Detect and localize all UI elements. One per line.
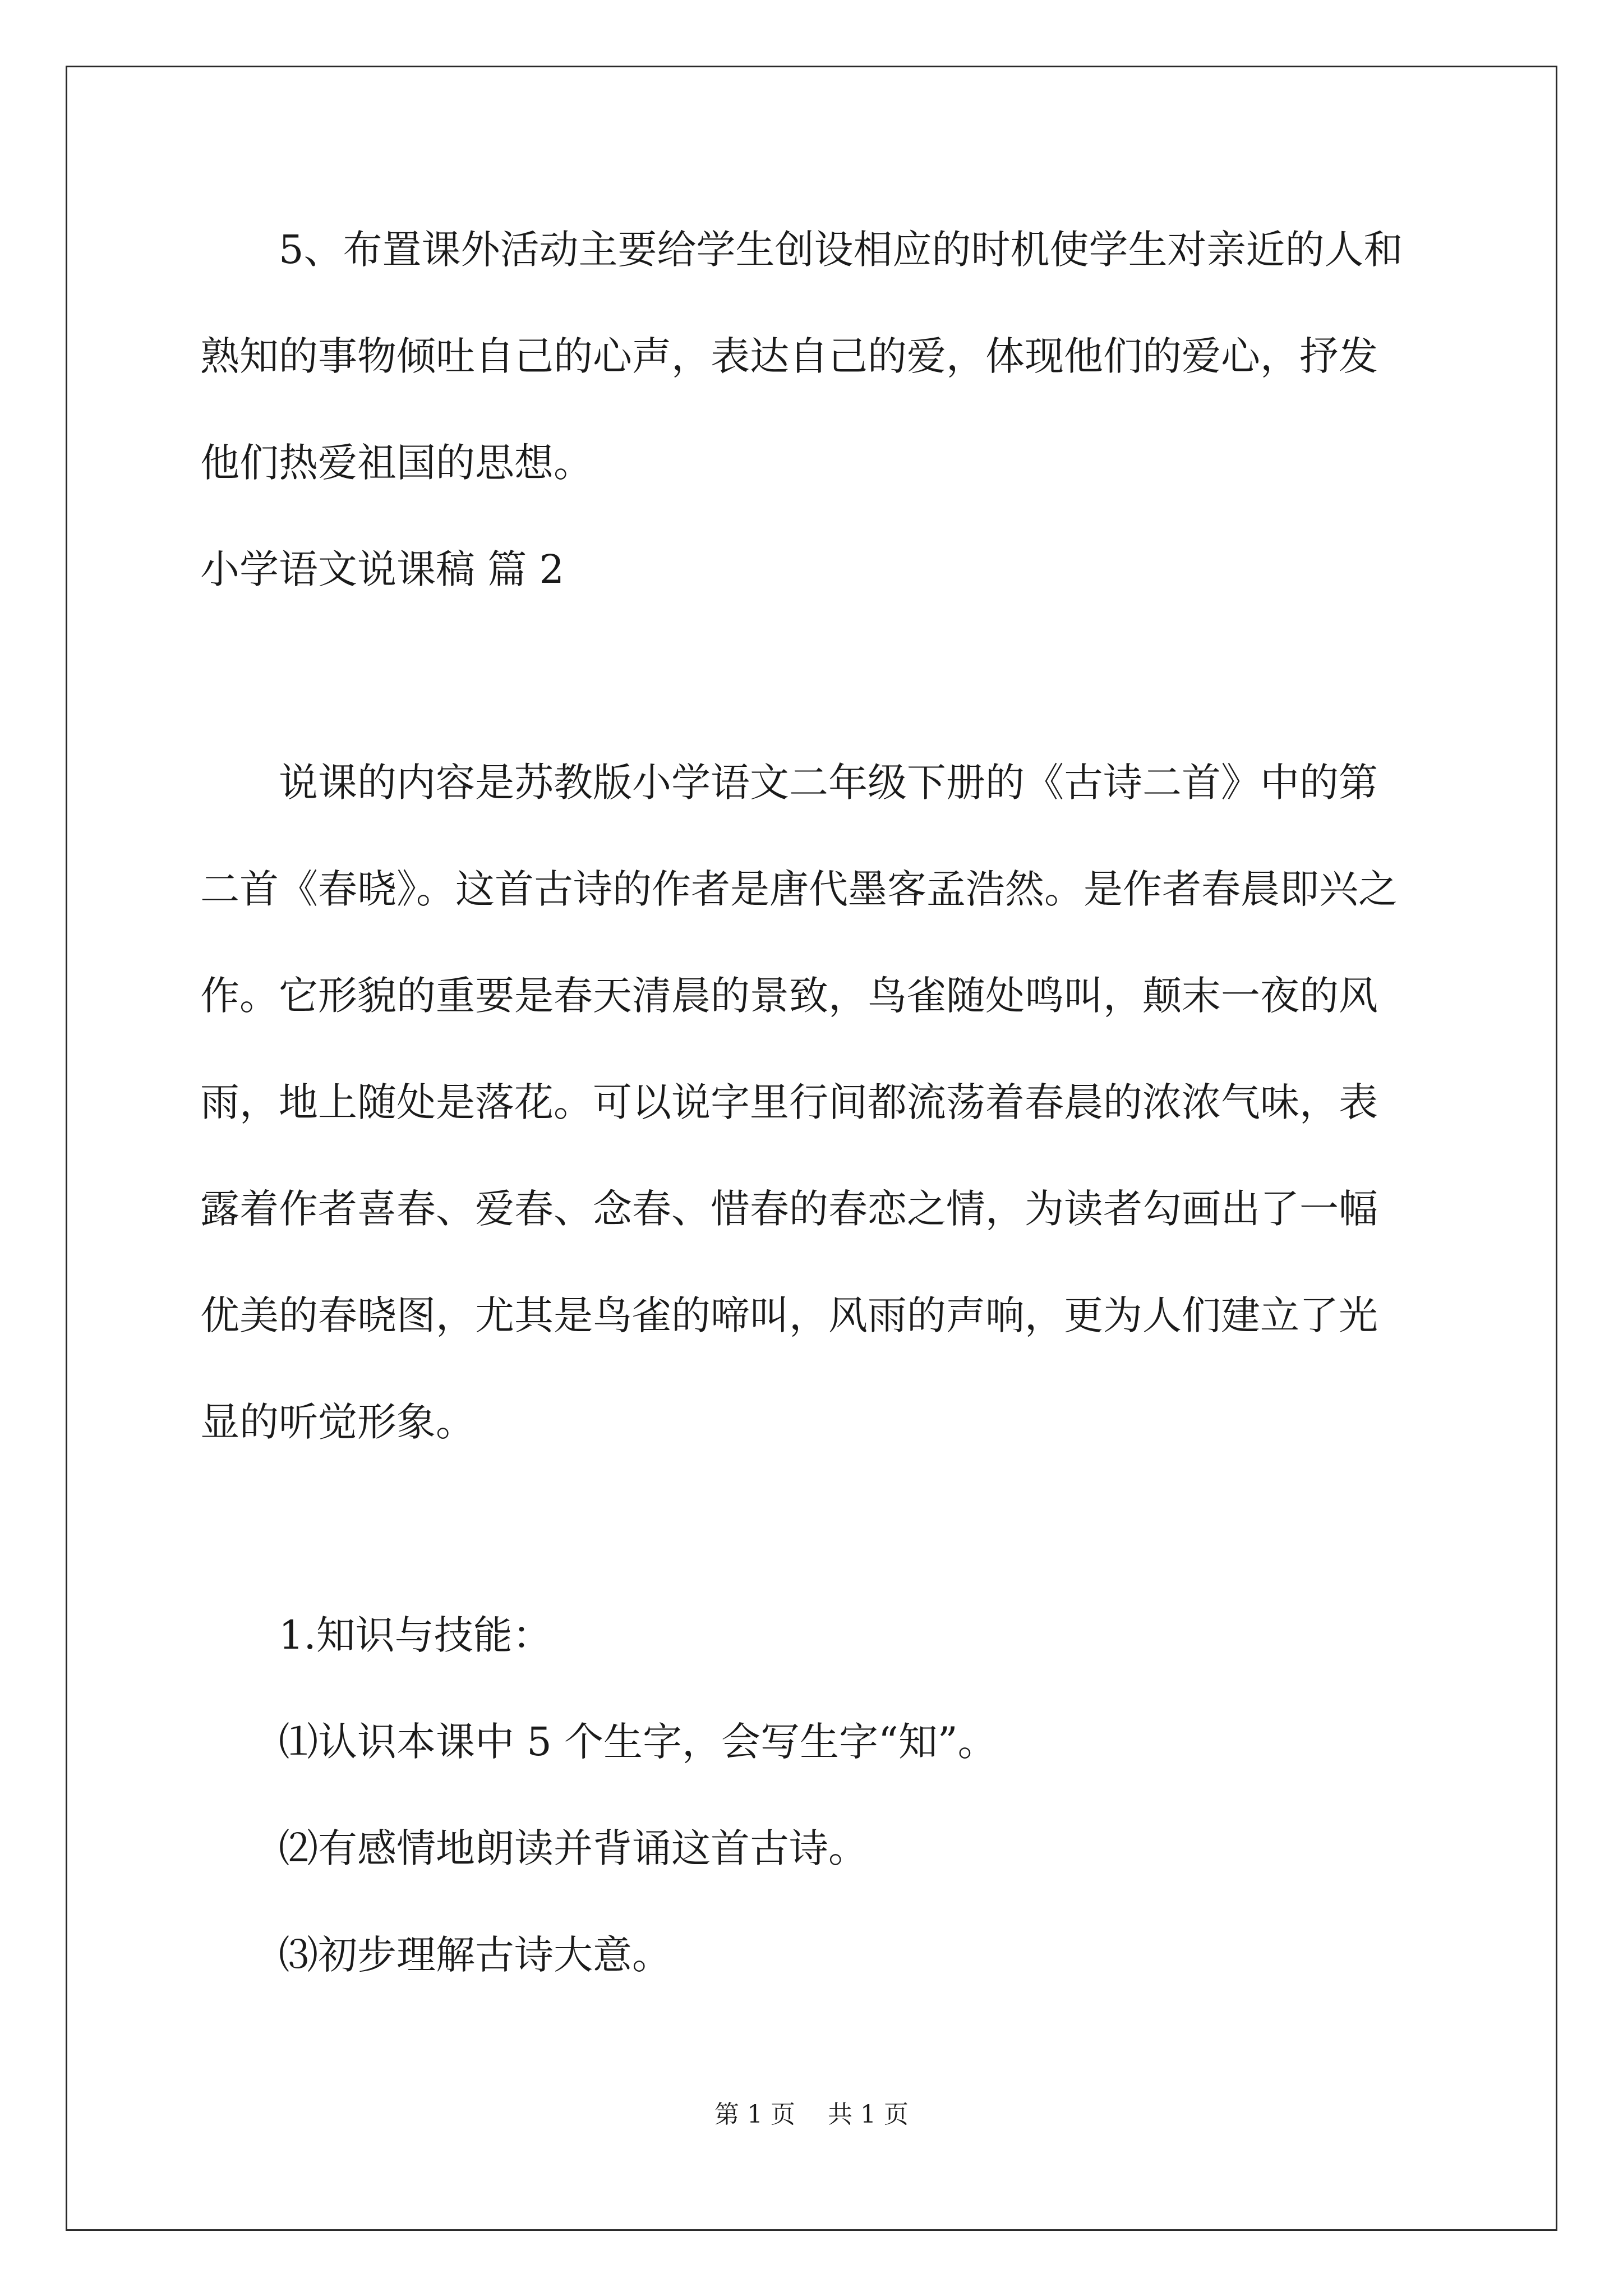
list-item: ⑵有感情地朗读并背诵这首古诗。 (279, 1825, 868, 1871)
list-item: ⑶初步理解古诗大意。 (279, 1932, 671, 1978)
paragraph-line: 他们热爱祖国的思想。 (200, 440, 593, 486)
paragraph-line: 熟知的事物倾吐自己的心声，表达自己的爱，体现他们的爱心，抒发 (200, 333, 1378, 379)
page-footer (0, 2098, 1623, 2132)
paragraph-line: 二首《春晓》。这首古诗的作者是唐代墨客孟浩然。是作者春晨即兴之 (200, 866, 1398, 912)
paragraph-line: 5、布置课外活动主要给学生创设相应的时机使学生对亲近的人和 (279, 227, 1403, 273)
page-total: 共 1 页 (828, 2100, 909, 2129)
paragraph-line: 显的听觉形象。 (200, 1399, 475, 1445)
paragraph-line: 作。它形貌的重要是春天清晨的景致，鸟雀随处鸣叫，颠末一夜的风 (200, 973, 1378, 1019)
paragraph-line: 雨，地上随处是落花。可以说字里行间都流荡着春晨的浓浓气味，表 (200, 1079, 1378, 1125)
paragraph-line: 说课的内容是苏教版小学语文二年级下册的《古诗二首》中的第 (279, 760, 1378, 806)
section-heading: 小学语文说课稿 篇 2 (200, 546, 565, 592)
subsection-title: 1.知识与技能： (279, 1612, 552, 1658)
paragraph-line: 露着作者喜春、爱春、念春、惜春的春恋之情，为读者勾画出了一幅 (200, 1186, 1378, 1232)
paragraph-line: 优美的春晓图，尤其是鸟雀的啼叫，风雨的声响，更为人们建立了光 (200, 1292, 1378, 1338)
page-number: 第 1 页 (714, 2100, 795, 2129)
list-item: ⑴认识本课中 5 个生字，会写生字“知”。 (279, 1719, 997, 1765)
page-border (66, 66, 1557, 2231)
